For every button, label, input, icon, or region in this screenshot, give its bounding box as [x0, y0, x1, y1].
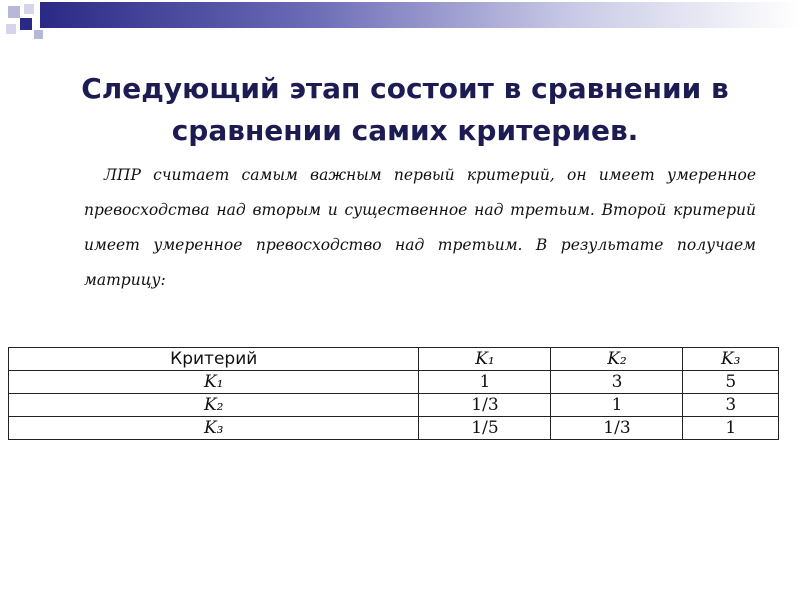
- slide-paragraph: ЛПР считает самым важным первый критерий, он имеет умеренное превосходства над вторым и существенное над третьим. Второй критерий имеет умеренное превосходство над третьим. В результате получаем матрицу:: [84, 166, 756, 289]
- table-cell: 3: [683, 394, 779, 417]
- table-row: [9, 371, 779, 394]
- header-k1: K₁: [419, 348, 551, 371]
- table-cell: 1/3: [551, 417, 683, 440]
- comparison-matrix: [8, 347, 779, 440]
- table-cell: 1/5: [419, 417, 551, 440]
- table-row: [9, 394, 779, 417]
- table-cell: 5: [683, 371, 779, 394]
- table-cell: 1: [419, 371, 551, 394]
- decorative-header-band: [40, 2, 800, 28]
- header-criterion: Критерий: [9, 348, 419, 371]
- row-label: K₂: [9, 394, 419, 417]
- table-row: [9, 417, 779, 440]
- table-cell: 1/3: [419, 394, 551, 417]
- slide-title: Следующий этап состоит в сравнении в сравнении самих критериев.: [81, 72, 729, 147]
- header-k3: K₃: [683, 348, 779, 371]
- table-header-row: [9, 348, 779, 371]
- header-k2: K₂: [551, 348, 683, 371]
- table-cell: 3: [551, 371, 683, 394]
- table-cell: 1: [683, 417, 779, 440]
- table-cell: 1: [551, 394, 683, 417]
- row-label: K₁: [9, 371, 419, 394]
- row-label: K₃: [9, 417, 419, 440]
